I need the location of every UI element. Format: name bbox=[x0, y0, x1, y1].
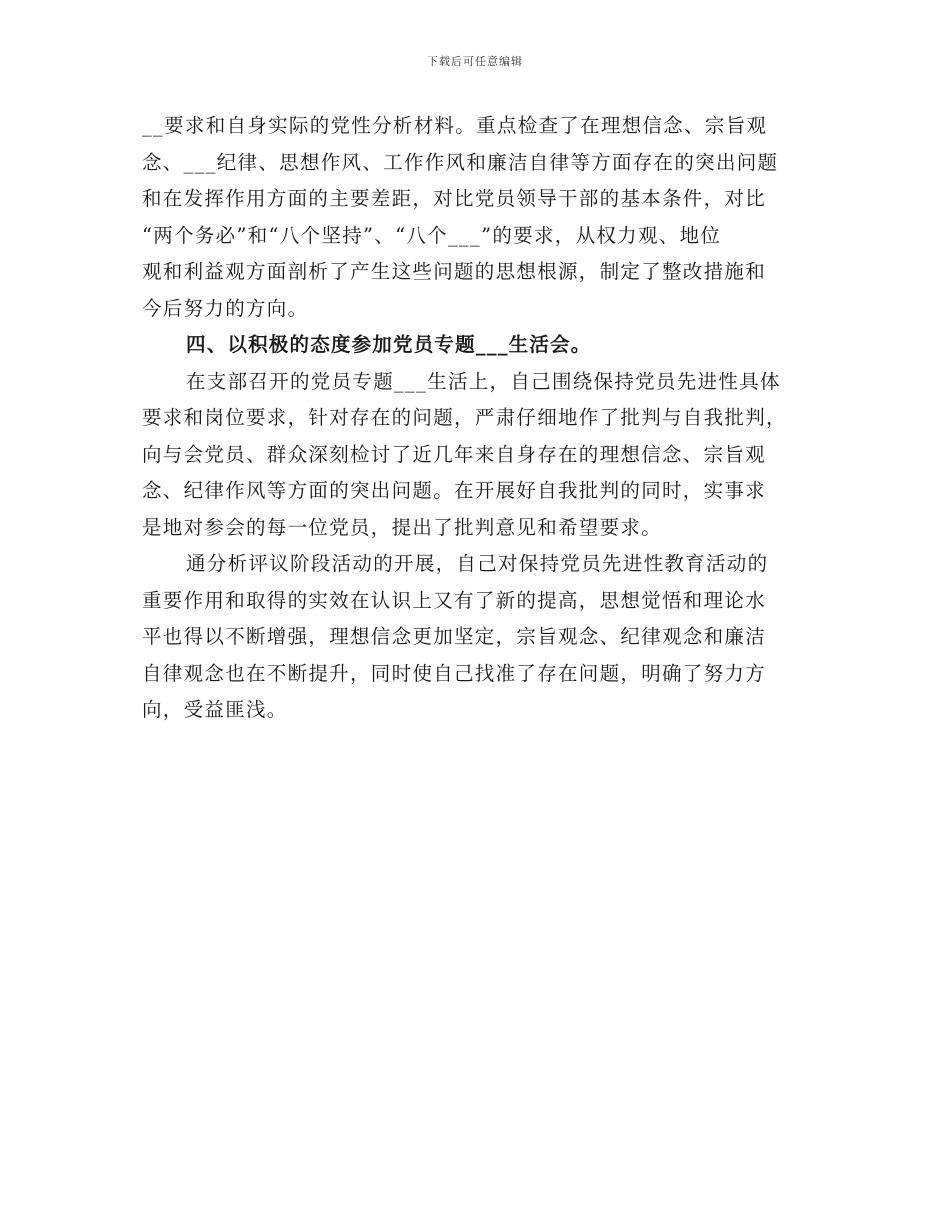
text-line: “两个务必”和“八个坚持”、“八个___”的要求，从权力观、地位 bbox=[142, 223, 722, 247]
text-line: 观和利益观方面剖析了产生这些问题的思想根源，制定了整改措施和 bbox=[142, 260, 767, 283]
text-line: 向与会党员、群众深刻检讨了近几年来自身存在的理想信念、宗旨观 bbox=[142, 442, 767, 466]
text-line: 平也得以不断增强，理想信念更加坚定，宗旨观念、纪律观念和廉洁 bbox=[142, 625, 767, 648]
paragraph-1 bbox=[142, 108, 808, 327]
text-line: 在支部召开的党员专题___生活上，自己围绕保持党员先进性具体 bbox=[186, 369, 781, 393]
text-line: 通分析评议阶段活动的开展，自己对保持党员先进性教育活动的 bbox=[186, 552, 769, 575]
text-line: 和在发挥作用方面的主要差距，对比党员领导干部的基本条件，对比 bbox=[142, 187, 767, 210]
paragraph-3 bbox=[142, 546, 808, 729]
text-line: 今后努力的方向。 bbox=[142, 296, 309, 320]
text-line: 自律观念也在不断提升，同时使自己找准了存在问题，明确了努力方 bbox=[142, 661, 767, 685]
text-line: 向，受益匪浅。 bbox=[142, 698, 288, 721]
text-line: __要求和自身实际的党性分析材料。重点检查了在理想信念、宗旨观 bbox=[142, 114, 768, 137]
text-line: 重要作用和取得的实效在认识上又有了新的提高，思想觉悟和理论水 bbox=[142, 588, 767, 612]
page-header: 下载后可任意编辑 bbox=[427, 55, 523, 68]
text-line: 念、纪律作风等方面的突出问题。在开展好自我批判的同时，实事求 bbox=[142, 479, 767, 502]
text-line: 念、___纪律、思想作风、工作作风和廉洁自律等方面存在的突出问题 bbox=[142, 150, 779, 174]
text-line: 要求和岗位要求，针对存在的问题，严肃仔细地作了批判与自我批判， bbox=[142, 406, 787, 429]
text-line: 是地对参会的每一位党员，提出了批判意见和希望要求。 bbox=[142, 515, 663, 539]
document-body bbox=[142, 108, 808, 729]
paragraph-2 bbox=[142, 364, 808, 547]
section-heading: 四、以积极的态度参加党员专题___生活会。 bbox=[186, 333, 592, 356]
